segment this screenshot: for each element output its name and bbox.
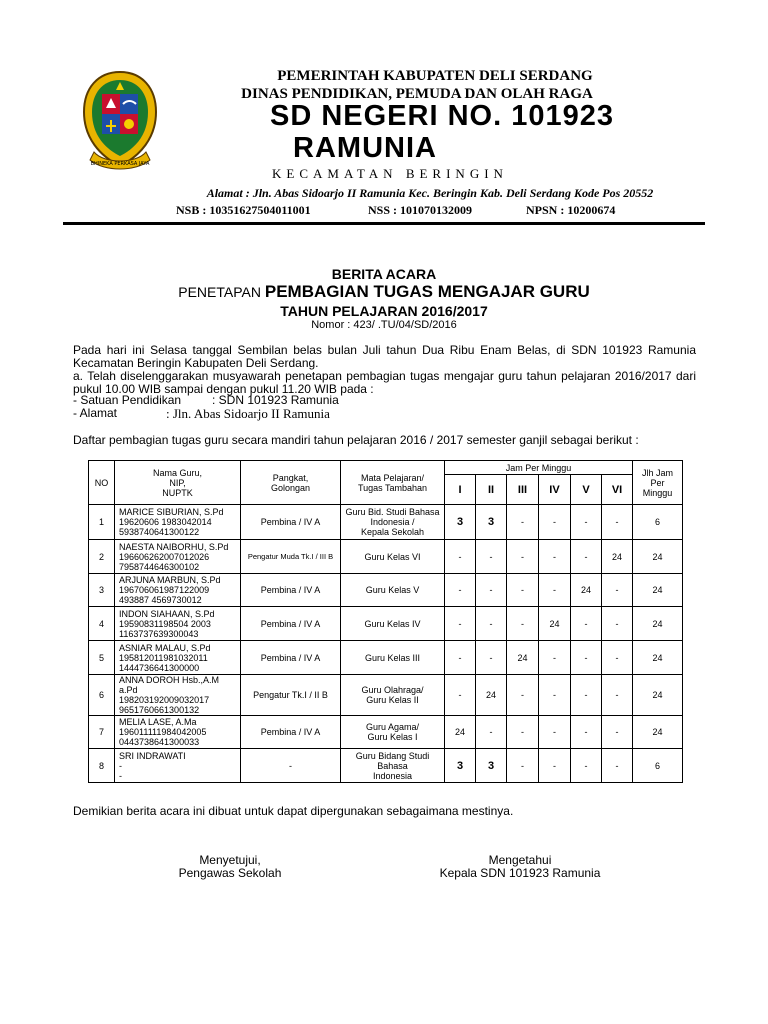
cell-jam: - — [571, 505, 602, 540]
cell-no: 1 — [89, 505, 115, 540]
cell-mapel — [341, 716, 445, 749]
cell-no: 5 — [89, 641, 115, 675]
cell-jam: - — [476, 540, 507, 574]
col-mapel-l2: Tugas Tambahan — [357, 482, 428, 493]
cell-name-line: 19590831198504 2003 — [119, 618, 211, 629]
cell-mapel — [341, 607, 445, 641]
cell-name — [115, 641, 241, 675]
cell-mapel-line: Kepala Sekolah — [360, 527, 425, 537]
doc-year: TAHUN PELAJARAN 2016/2017 — [280, 303, 488, 319]
cell-mapel-line: Guru Kelas VI — [364, 551, 421, 562]
cell-pangkat: Pengatur Muda Tk.I / III B — [241, 540, 341, 574]
cell-jam: 3 — [476, 749, 507, 783]
cell-jam: - — [507, 574, 539, 607]
satuan-label: - Satuan Pendidikan — [73, 393, 182, 407]
doc-subtitle — [60, 282, 708, 302]
cell-jam: - — [507, 607, 539, 641]
header-address: Alamat : Jln. Abas Sidoarjo II Ramunia Kec. Beringin Kab. Deli Serdang Kode Pos 20552 — [206, 186, 654, 200]
cell-jam: - — [571, 540, 602, 574]
col-mapel-l1: Mata Pelajaran/ — [360, 472, 425, 483]
npsn: NPSN : 10200674 — [526, 203, 616, 217]
col-pangkat-l1: Pangkat, — [272, 472, 309, 483]
cell-name — [115, 607, 241, 641]
school-name-line2: RAMUNIA — [293, 132, 437, 164]
col-kelas-6: VI — [602, 475, 633, 505]
cell-name-line: ARJUNA MARBUN, S.Pd — [119, 575, 221, 585]
cell-jam: - — [476, 716, 507, 749]
cell-jam: 3 — [476, 505, 507, 540]
cell-jam: - — [445, 675, 476, 716]
cell-jam: 24 — [476, 675, 507, 716]
cell-jam: - — [507, 749, 539, 783]
cell-jam: - — [507, 675, 539, 716]
cell-mapel-line: Guru Kelas II — [366, 695, 419, 705]
cell-pangkat: Pengatur Tk.I / II B — [241, 675, 341, 716]
cell-name — [115, 505, 241, 540]
signature-left — [150, 854, 310, 880]
cell-mapel-line: Guru Kelas IV — [364, 618, 421, 629]
cell-jam: 3 — [445, 505, 476, 540]
cell-name-line: 7958744646300102 — [119, 561, 200, 572]
cell-name-line: 195812011981032011 — [119, 652, 208, 663]
doc-title: BERITA ACARA — [331, 266, 437, 282]
cell-jam: - — [445, 540, 476, 574]
col-jlh — [633, 461, 683, 505]
table-row — [89, 574, 683, 607]
cell-mapel-line: Guru Kelas III — [364, 652, 421, 663]
alamat-value: : Jln. Abas Sidoarjo II Ramunia — [166, 406, 330, 421]
cell-mapel-line: Indonesia — [372, 770, 413, 781]
signature-left-l2: Pengawas Sekolah — [178, 866, 282, 880]
col-jlh-l3: Minggu — [642, 487, 673, 498]
subtitle-main: PEMBAGIAN TUGAS MENGAJAR GURU — [264, 282, 590, 301]
subtitle-prefix: PENETAPAN — [178, 284, 265, 300]
col-kelas-5: V — [571, 475, 602, 505]
svg-text:BHINEKA PERKASA JAYA: BHINEKA PERKASA JAYA — [90, 161, 150, 167]
cell-jam: 24 — [539, 607, 571, 641]
cell-name-line: 5938740641300122 — [119, 527, 200, 537]
cell-jam: - — [571, 716, 602, 749]
doc-number: Nomor : 423/ .TU/04/SD/2016 — [311, 319, 457, 331]
cell-pangkat: Pembina / IV A — [241, 716, 341, 749]
col-no: NO — [89, 461, 115, 505]
cell-name-line: ASNIAR MALAU, S.Pd — [119, 642, 211, 653]
cell-name — [115, 574, 241, 607]
col-nama-l2: NIP, — [169, 477, 186, 488]
col-nama-l1: Nama Guru, — [152, 467, 203, 478]
cell-name-line: 1444736641300000 — [119, 662, 200, 673]
cell-no: 8 — [89, 749, 115, 783]
cell-jlh: 24 — [633, 641, 683, 675]
cell-jam: - — [539, 540, 571, 574]
cell-name-line: NAESTA NAIBORHU, S.Pd — [119, 541, 229, 552]
cell-no: 7 — [89, 716, 115, 749]
signature-right — [420, 854, 620, 880]
col-kelas-3: III — [507, 475, 539, 505]
cell-jam: 24 — [571, 574, 602, 607]
cell-jam: 3 — [445, 749, 476, 783]
signature-right-l1: Mengetahui — [488, 853, 552, 867]
cell-no: 6 — [89, 675, 115, 716]
cell-name-line: 19620606 1983042014 — [119, 517, 212, 527]
table-row — [89, 641, 683, 675]
cell-mapel — [341, 641, 445, 675]
cell-name-line: 9651760661300132 — [119, 705, 200, 715]
nsb: NSB : 10351627504011001 — [176, 203, 311, 217]
cell-jam: - — [571, 675, 602, 716]
cell-no: 2 — [89, 540, 115, 574]
satuan-value: : SDN 101923 Ramunia — [212, 393, 339, 407]
cell-jam: - — [539, 505, 571, 540]
table-row — [89, 675, 683, 716]
table-row — [89, 505, 683, 540]
cell-name — [115, 540, 241, 574]
cell-mapel-line: Guru Olahraga/ — [361, 685, 424, 695]
cell-name-line: ANNA DOROH Hsb.,A.M a.Pd — [119, 675, 220, 695]
cell-mapel — [341, 505, 445, 540]
cell-jam: - — [507, 540, 539, 574]
cell-jam: - — [507, 716, 539, 749]
cell-mapel-line: Guru Bidang Studi Bahasa — [355, 750, 430, 771]
cell-name-line: MELIA LASE, A.Ma — [119, 717, 197, 727]
cell-jam: - — [445, 607, 476, 641]
col-jlh-l1: Jlh Jam — [642, 467, 674, 478]
cell-mapel — [341, 749, 445, 783]
cell-jam: - — [602, 574, 633, 607]
cell-mapel-line: Guru Kelas V — [365, 585, 420, 595]
cell-name-line: - — [119, 760, 122, 771]
cell-pangkat: Pembina / IV A — [241, 607, 341, 641]
table-row — [89, 716, 683, 749]
cell-name-line: INDON SIAHAAN, S.Pd — [119, 608, 215, 619]
signature-left-l1: Menyetujui, — [199, 853, 261, 867]
cell-jlh: 24 — [633, 574, 683, 607]
header-divider — [63, 222, 705, 225]
col-jlh-l2: Per — [650, 477, 665, 488]
cell-jlh: 6 — [633, 505, 683, 540]
cell-jam: 24 — [507, 641, 539, 675]
cell-mapel — [341, 540, 445, 574]
daftar-text: Daftar pembagian tugas guru secara mandiri tahun pelajaran 2016 / 2017 semester ganjil sebagai berikut : — [73, 433, 639, 447]
col-mapel — [341, 461, 445, 505]
cell-jam: - — [445, 574, 476, 607]
cell-jlh: 24 — [633, 607, 683, 641]
paragraph-1-end: Kecamatan Beringin Kabupaten Deli Serdang. — [73, 356, 319, 370]
cell-name-line: SRI INDRAWATI — [119, 750, 186, 761]
kecamatan: KECAMATAN BERINGIN — [272, 166, 508, 181]
col-jam: Jam Per Minggu — [445, 461, 633, 475]
cell-jam: 24 — [602, 540, 633, 574]
col-kelas-2: II — [476, 475, 507, 505]
cell-jam: - — [602, 641, 633, 675]
cell-name-line: - — [119, 770, 122, 781]
cell-jam: - — [539, 716, 571, 749]
col-pangkat-l2: Golongan — [270, 482, 311, 493]
cell-jlh: 6 — [633, 749, 683, 783]
cell-pangkat: Pembina / IV A — [241, 505, 341, 540]
cell-no: 3 — [89, 574, 115, 607]
deli-serdang-crest-icon — [80, 68, 160, 180]
paragraph-2-end: pukul 10.00 WIB sampai dengan pukul 11.20 WIB pada : — [73, 382, 374, 396]
cell-name — [115, 716, 241, 749]
table-row — [89, 749, 683, 783]
cell-jlh: 24 — [633, 716, 683, 749]
cell-jam: - — [602, 505, 633, 540]
cell-pangkat: Pembina / IV A — [241, 574, 341, 607]
cell-jam: - — [539, 641, 571, 675]
cell-jam: - — [602, 716, 633, 749]
cell-jam: - — [539, 749, 571, 783]
cell-mapel-line: Guru Agama/ — [365, 722, 420, 732]
header-department: DINAS PENDIDIKAN, PEMUDA DAN OLAH RAGA — [241, 86, 593, 102]
col-nama-l3: NUPTK — [162, 487, 193, 498]
cell-name-line: MARICE SIBURIAN, S.Pd — [119, 507, 224, 517]
cell-name-line: 198203192009032017 — [119, 695, 210, 705]
cell-jam: 24 — [445, 716, 476, 749]
col-kelas-1: I — [445, 475, 476, 505]
cell-name-line: 196606262007012026 — [119, 551, 210, 562]
cell-jam: - — [539, 574, 571, 607]
cell-mapel — [341, 675, 445, 716]
cell-name — [115, 749, 241, 783]
cell-mapel-line: Guru Kelas I — [367, 732, 418, 742]
cell-jam: - — [476, 641, 507, 675]
header-government: PEMERINTAH KABUPATEN DELI SERDANG — [277, 68, 593, 84]
cell-jam: - — [602, 607, 633, 641]
cell-jam: - — [507, 505, 539, 540]
cell-name — [115, 675, 241, 716]
table-row — [89, 540, 683, 574]
cell-jam: - — [571, 607, 602, 641]
cell-pangkat: Pembina / IV A — [241, 641, 341, 675]
closing-statement: Demikian berita acara ini dibuat untuk dapat dipergunakan sebagaimana mestinya. — [73, 804, 514, 818]
cell-jam: - — [539, 675, 571, 716]
cell-jam: - — [602, 749, 633, 783]
col-kelas-4: IV — [539, 475, 571, 505]
cell-mapel-line: Indonesia / — [370, 517, 415, 527]
cell-jam: - — [571, 749, 602, 783]
paragraph-1: Pada hari ini Selasa tanggal Sembilan belas bulan Juli tahun Dua Ribu Enam Belas, di SDN 101923 Ramunia — [73, 343, 696, 357]
cell-jam: - — [476, 574, 507, 607]
cell-mapel — [341, 574, 445, 607]
school-name: SD NEGERI NO. 101923 — [270, 100, 614, 132]
col-pangkat — [241, 461, 341, 505]
cell-pangkat: - — [241, 749, 341, 783]
col-nama — [115, 461, 241, 505]
nss: NSS : 101070132009 — [368, 203, 473, 217]
cell-jlh: 24 — [633, 675, 683, 716]
table-row — [89, 607, 683, 641]
signature-right-l2: Kepala SDN 101923 Ramunia — [439, 866, 601, 880]
alamat-label: - Alamat — [73, 406, 118, 420]
cell-name-line: 493887 4569730012 — [119, 595, 202, 605]
paragraph-2: a. Telah diselenggarakan musyawarah penetapan pembagian tugas mengajar guru tahun pelajaran 2016/2017 dari — [73, 369, 696, 383]
cell-mapel-line: Guru Bid. Studi Bahasa — [345, 507, 440, 517]
cell-name-line: 196011111984042005 — [119, 727, 207, 737]
cell-jam: - — [476, 607, 507, 641]
cell-jlh: 24 — [633, 540, 683, 574]
cell-jam: - — [571, 641, 602, 675]
cell-name-line: 1163737639300043 — [119, 628, 199, 639]
cell-name-line: 196706061987122009 — [119, 585, 210, 595]
cell-jam: - — [602, 675, 633, 716]
cell-name-line: 0443738641300033 — [119, 737, 200, 747]
cell-jam: - — [445, 641, 476, 675]
cell-no: 4 — [89, 607, 115, 641]
assignment-table — [88, 460, 683, 783]
